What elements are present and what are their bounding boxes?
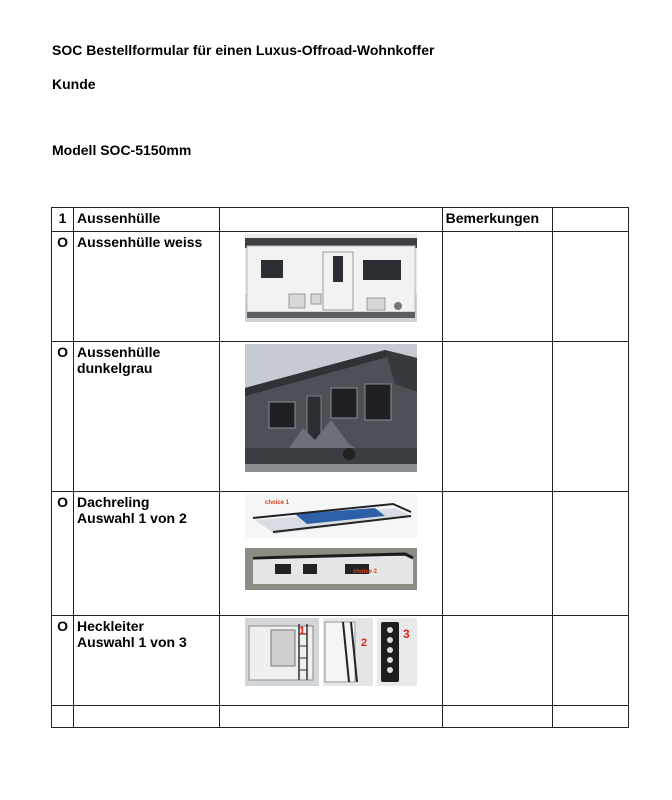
empty-cell[interactable]: [442, 706, 552, 728]
choice-2-tag: choice 2: [353, 569, 378, 575]
option-label-roofrail: Dachreling Auswahl 1 von 2: [74, 492, 220, 616]
remarks-cell[interactable]: [442, 616, 552, 706]
ladder-number-1: 1: [299, 625, 306, 637]
section-number: 1: [52, 208, 74, 232]
darkgrey-camper-photo: [245, 344, 417, 472]
table-row: [52, 492, 629, 616]
table-header-row: [52, 208, 629, 232]
extra-cell: [552, 232, 628, 342]
table-row: [52, 342, 629, 492]
option-label-darkgrey: Aussenhülle dunkelgrau: [74, 342, 220, 492]
option-checkbox-ladder[interactable]: O: [52, 616, 74, 706]
image-cell: [220, 232, 442, 342]
remarks-header: Bemerkungen: [442, 208, 552, 232]
table-row: [52, 706, 629, 728]
ladder-number-2: 2: [361, 637, 368, 649]
remarks-cell[interactable]: [442, 342, 552, 492]
extra-cell: [552, 492, 628, 616]
option-label-ladder: Heckleiter Auswahl 1 von 3: [74, 616, 220, 706]
image-cell: [220, 616, 442, 706]
option-label-white: Aussenhülle weiss: [74, 232, 220, 342]
header-extra-cell: [552, 208, 628, 232]
option-checkbox-roofrail[interactable]: O: [52, 492, 74, 616]
table-row: [52, 616, 629, 706]
extra-cell: [552, 342, 628, 492]
image-cell: [220, 492, 442, 616]
white-camper-photo: [245, 234, 417, 322]
table-row: [52, 232, 629, 342]
option-checkbox-darkgrey[interactable]: O: [52, 342, 74, 492]
option-checkbox-white[interactable]: O: [52, 232, 74, 342]
empty-cell: [552, 706, 628, 728]
order-table: [51, 207, 629, 728]
section-title: Aussenhülle: [74, 208, 220, 232]
extra-cell: [552, 616, 628, 706]
header-image-cell: [220, 208, 442, 232]
roofrail-choice-photos: [245, 494, 417, 590]
empty-cell: [220, 706, 442, 728]
remarks-cell[interactable]: [442, 492, 552, 616]
choice-1-tag: choice 1: [265, 500, 290, 506]
image-cell: [220, 342, 442, 492]
customer-label: Kunde: [52, 76, 96, 92]
empty-cell: [52, 706, 74, 728]
form-title: SOC Bestellformular für einen Luxus-Offroad-Wohnkoffer: [52, 42, 435, 58]
remarks-cell[interactable]: [442, 232, 552, 342]
ladder-number-3: 3: [403, 627, 410, 641]
model-label: Modell SOC-5150mm: [52, 142, 192, 158]
ladder-choice-photos: [245, 618, 417, 686]
empty-cell: [74, 706, 220, 728]
